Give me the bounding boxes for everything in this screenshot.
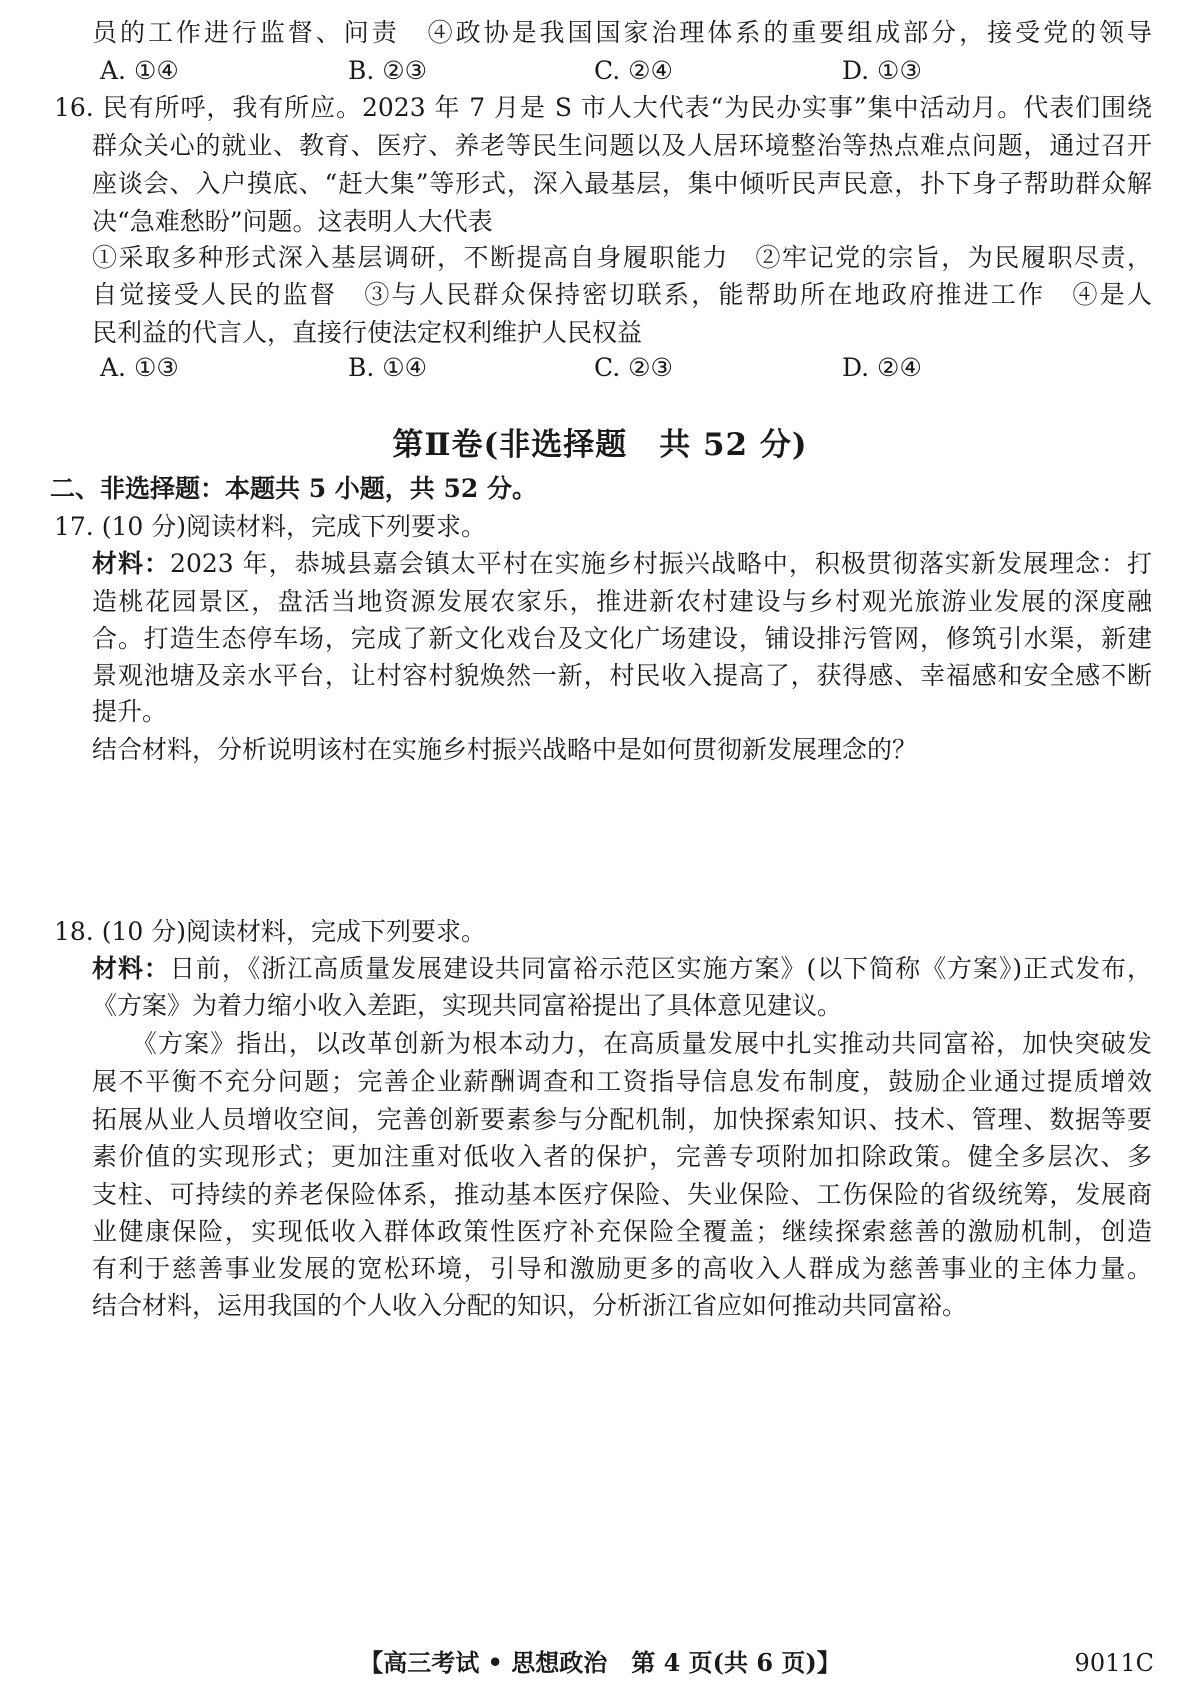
q16-line: 群众关心的就业、教育、医疗、养老等民生问题以及人居环境整治等热点难点问题，通过召开: [92, 131, 1152, 160]
q15-option-a: A. ①④: [100, 56, 179, 85]
q17-material-line: 造桃花园景区，盘活当地资源发展农家乐，推进新农村建设与乡村观光旅游业发展的深度融: [92, 587, 1152, 616]
q17-material-line: 提升。: [92, 697, 168, 726]
q15-option-c: C. ②④: [594, 56, 673, 85]
q16-options: [100, 351, 1100, 385]
q16-line: 决“急难愁盼”问题。这表明人大代表: [92, 207, 493, 236]
section-heading: 二、非选择题：本题共 5 小题，共 52 分。: [50, 474, 538, 503]
q16-line: 民利益的代言人，直接行使法定权利维护人民权益: [92, 318, 643, 347]
q17-material-line: 合。打造生态停车场，完成了新文化戏台及文化广场建设，铺设排污管网，修筑引水渠，新建: [92, 624, 1152, 653]
q15-option-b: B. ②③: [348, 56, 428, 85]
q17-question: 结合材料，分析说明该村在实施乡村振兴战略中是如何贯彻新发展理念的？: [92, 735, 918, 764]
page-footer-title: 【高三考试 • 思想政治 第 4 页(共 6 页)】: [359, 1648, 841, 1677]
q16-line: ①采取多种形式深入基层调研，不断提高自身履职能力 ②牢记党的宗旨，为民履职尽责，: [92, 243, 1152, 272]
q18-material-line: 拓展从业人员增收空间，完善创新要素参与分配机制，加快探索知识、技术、管理、数据等要: [92, 1105, 1152, 1134]
q15-options: [100, 54, 1100, 88]
section-title: 第Ⅱ卷(非选择题 共 52 分): [392, 427, 808, 463]
q16-option-b: B. ①④: [348, 353, 428, 382]
page-footer-code: 9011C: [1074, 1649, 1154, 1677]
q18-material-line: 有利于慈善事业发展的宽松环境，引导和激励更多的高收入人群成为慈善事业的主体力量。: [92, 1254, 1152, 1283]
q17-material-label: 材料：: [92, 549, 171, 578]
q16-option-d: D. ②④: [842, 353, 922, 382]
q16-option-a: A. ①③: [100, 353, 179, 382]
q18-material-line: 展不平衡不充分问题；完善企业薪酬调查和工资指导信息发布制度，鼓励企业通过提质增效: [92, 1067, 1152, 1096]
q15-option-d: D. ①③: [842, 56, 922, 85]
q16-line: 座谈会、入户摸底、“赶大集”等形式，深入最基层，集中倾听民声民意，扑下身子帮助群众解: [92, 169, 1152, 198]
q16-line: 自觉接受人民的监督 ③与人民群众保持密切联系，能帮助所在地政府推进工作 ④是人: [92, 280, 1152, 309]
q18-head: 18. (10 分)阅读材料，完成下列要求。: [54, 917, 486, 946]
q17-material-line: 材料：2023 年，恭城县嘉会镇太平村在实施乡村振兴战略中，积极贯彻落实新发展理念：打: [92, 549, 1152, 578]
q16-line: 16. 民有所呼，我有所应。2023 年 7 月是 S 市人大代表“为民办实事”集中活动月。代表们围绕: [54, 93, 1152, 122]
q18-material-line: 《方案》为着力缩小收入差距，实现共同富裕提出了具体意见建议。: [92, 991, 843, 1020]
q15-continuation-line: 员的工作进行监督、问责 ④政协是我国国家治理体系的重要组成部分，接受党的领导: [92, 18, 1152, 47]
q17-head: 17. (10 分)阅读材料，完成下列要求。: [54, 512, 486, 541]
q18-material-line: 素价值的实现形式；更加注重对低收入者的保护，完善专项附加扣除政策。健全多层次、多: [92, 1142, 1152, 1171]
q16-option-c: C. ②③: [594, 353, 673, 382]
q18-question: 结合材料，运用我国的个人收入分配的知识，分析浙江省应如何推动共同富裕。: [92, 1291, 968, 1320]
q18-material-label: 材料：: [92, 954, 170, 983]
q18-material-line: 材料：日前，《浙江高质量发展建设共同富裕示范区实施方案》(以下简称《方案》)正式发布，: [92, 954, 1152, 983]
q18-material-line: 支柱、可持续的养老保险体系，推动基本医疗保险、失业保险、工伤保险的省级统筹，发展商: [92, 1180, 1152, 1209]
q17-material-line: 景观池塘及亲水平台，让村容村貌焕然一新，村民收入提高了，获得感、幸福感和安全感不断: [92, 661, 1152, 690]
q18-material-line: 业健康保险，实现低收入群体政策性医疗补充保险全覆盖；继续探索慈善的激励机制，创造: [92, 1217, 1152, 1246]
q18-material-line: 《方案》指出，以改革创新为根本动力，在高质量发展中扎实推动共同富裕，加快突破发: [118, 1029, 1152, 1058]
